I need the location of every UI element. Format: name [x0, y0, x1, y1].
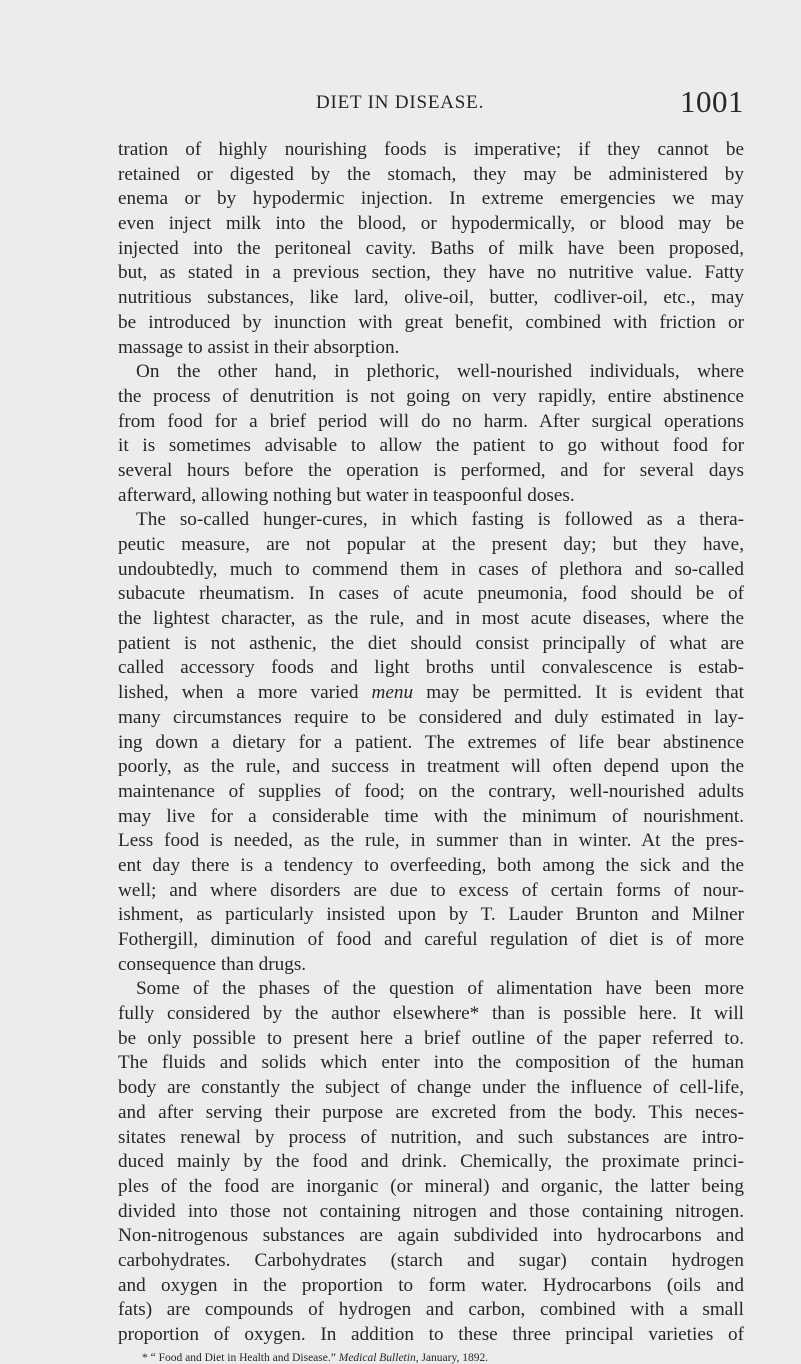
text-line: On the other hand, in plethoric, well-nourished individuals, where: [136, 361, 744, 383]
text-line: retained or digested by the stomach, they may be administered by: [118, 163, 744, 185]
text-line: maintenance of supplies of food; on the contrary, well-nourished adults: [118, 780, 744, 802]
text-line: duced mainly by the food and drink. Chemically, the proximate princi-: [118, 1151, 744, 1173]
text-line: the lightest character, as the rule, and in most acute diseases, where the: [118, 608, 744, 630]
text-line: The so-called hunger-cures, in which fasting is followed as a thera-: [136, 509, 744, 531]
text-line: Non-nitrogenous substances are again subdivided into hydrocarbons and: [118, 1225, 744, 1247]
text-line: even inject milk into the blood, or hypodermically, or blood may be: [118, 213, 744, 235]
text-line: ing down a dietary for a patient. The extremes of life bear abstinence: [118, 731, 744, 753]
text-line: called accessory foods and light broths until convalescence is estab-: [118, 657, 744, 679]
text-line: the process of denutrition is not going on very rapidly, entire abstinence: [118, 385, 744, 407]
footnote-date: January, 1892.: [418, 1352, 489, 1364]
text-line: well; and where disorders are due to excess of certain forms of nour-: [118, 879, 744, 901]
text-line: fats) are compounds of hydrogen and carbon, combined with a small: [118, 1299, 744, 1321]
text-line: sitates renewal by process of nutrition, and such substances are intro-: [118, 1126, 744, 1148]
text-line: consequence than drugs.: [118, 953, 307, 975]
text-line: proportion of oxygen. In addition to these three principal varieties of: [118, 1324, 744, 1345]
text-line: may live for a considerable time with the minimum of nourishment.: [118, 805, 744, 827]
text-line: and after serving their purpose are excreted from the body. This neces-: [118, 1101, 744, 1123]
footnote-title: “ Food and Diet in Health and Disease.”: [150, 1352, 339, 1364]
text-line: be only possible to present here a brief outline of the paper referred to.: [118, 1027, 744, 1049]
text-line: ishment, as particularly insisted upon by T. Lauder Brunton and Milner: [118, 904, 744, 926]
footnote-source: Medical Bulletin,: [338, 1352, 419, 1364]
text-line: peutic measure, are not popular at the present day; but they have,: [118, 534, 744, 555]
running-title: DIET IN DISEASE.: [316, 92, 485, 113]
footnote: [142, 1352, 702, 1364]
text-line: enema or by hypodermic injection. In extreme emergencies we may: [118, 188, 744, 210]
text-line: be introduced by inunction with great benefit, combined with friction or: [118, 311, 744, 333]
text-line: tration of highly nourishing foods is imperative; if they cannot be: [118, 139, 744, 160]
text-line: Less food is needed, as the rule, in summer than in winter. At the pres-: [118, 830, 744, 852]
text-line: afterward, allowing nothing but water in teaspoonful doses.: [118, 484, 575, 506]
text-line: Fothergill, diminution of food and careful regulation of diet is of more: [118, 929, 744, 950]
text-line: body are constantly the subject of change under the influence of cell-life,: [118, 1077, 744, 1099]
text-line: several hours before the operation is performed, and for several days: [118, 459, 744, 481]
text-line: lished, when a more varied menu may be permitted. It is evident that: [118, 682, 744, 704]
text-line: divided into those not containing nitrogen and those containing nitrogen.: [118, 1200, 744, 1222]
text-line: injected into the peritoneal cavity. Baths of milk have been proposed,: [118, 237, 744, 259]
text-line: it is sometimes advisable to allow the patient to go without food for: [118, 435, 744, 457]
footnote-marker: *: [142, 1352, 151, 1364]
text-line: poorly, as the rule, and success in treatment will often depend upon the: [118, 756, 744, 778]
text-line: many circumstances require to be considered and duly estimated in lay-: [118, 706, 744, 728]
text-line: and oxygen in the proportion to form water. Hydrocarbons (oils and: [118, 1274, 744, 1296]
text-line: fully considered by the author elsewhere* than is possible here. It will: [118, 1003, 744, 1025]
text-line: undoubtedly, much to commend them in cases of plethora and so-called: [118, 558, 744, 580]
body-text: [118, 138, 744, 1348]
text-line: but, as stated in a previous section, they have no nutritive value. Fatty: [118, 262, 744, 284]
text-line: The fluids and solids which enter into the composition of the human: [118, 1052, 744, 1074]
text-line: Some of the phases of the question of alimentation have been more: [136, 978, 744, 1000]
italic-word: menu: [371, 682, 414, 704]
text-line: patient is not asthenic, the diet should consist principally of what are: [118, 632, 744, 654]
text-line: from food for a brief period will do no harm. After surgical operations: [118, 410, 744, 432]
page-number: 1001: [680, 84, 744, 119]
text-line: ples of the food are inorganic (or mineral) and organic, the latter being: [118, 1175, 744, 1197]
running-header: [118, 84, 744, 118]
text-line: ent day there is a tendency to overfeeding, both among the sick and the: [118, 854, 744, 876]
text-line: carbohydrates. Carbohydrates (starch and sugar) contain hydrogen: [118, 1249, 744, 1271]
text-line: nutritious substances, like lard, olive-oil, butter, codliver-oil, etc., may: [118, 287, 744, 309]
text-line: subacute rheumatism. In cases of acute pneumonia, food should be of: [118, 583, 744, 605]
text-line: massage to assist in their absorption.: [118, 336, 400, 358]
